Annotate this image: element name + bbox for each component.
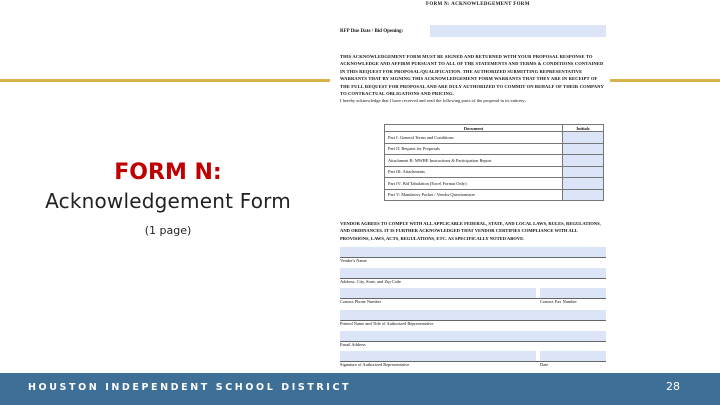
slide-number: 28 (666, 380, 680, 393)
printed-name-label: Printed Name and Title of Authorized Representative (340, 321, 434, 326)
document-name: Attachment B: MWBE Instructions & Participation Report (385, 155, 563, 167)
field-underline (340, 341, 606, 342)
signature-label: Signature of Authorized Representative (340, 362, 410, 367)
table-row (385, 166, 604, 178)
initials-field[interactable] (563, 143, 604, 155)
due-date-label: RFP Due Date / Bid Opening: (340, 29, 404, 34)
slide-title-block (18, 160, 318, 237)
due-date-field[interactable] (430, 25, 606, 37)
vendor-compliance-statement: VENDOR AGREES TO COMPLY WITH ALL APPLICABLE FEDERAL, STATE, AND LOCAL LAWS, RULES, REGULATIONS, AND ORDINANCES. IT IS FURTHER ACKNOWLEDGED THAT VENDOR CERTIFIES COMPLIANCE WITH ALL PROVISIONS, LAWS, ACTS, REGULATIONS, ETC. AS SPECIFICALLY NOTED ABOVE. (340, 221, 601, 241)
contact-fax-field[interactable] (540, 288, 606, 298)
initials-field[interactable] (563, 155, 604, 167)
document-name: Part III: Attachments (385, 166, 563, 178)
document-name: Part IV: Bid Tabulation (Excel Format Only) (385, 178, 563, 190)
contact-phone-label: Contact Phone Number (340, 299, 382, 304)
table-row (385, 178, 604, 190)
table-row (385, 155, 604, 167)
slide-subtitle: Acknowledgement Form (45, 189, 291, 213)
form-preview (330, 0, 610, 375)
printed-name-field[interactable] (340, 310, 606, 320)
signature-field[interactable] (340, 351, 536, 361)
table-header-row (385, 125, 604, 132)
email-field[interactable] (340, 331, 606, 341)
contact-fax-label: Contact Fax Number (540, 299, 577, 304)
documents-table (384, 124, 604, 201)
email-label: Email Address (340, 342, 366, 347)
footer-bar (0, 373, 720, 405)
form-title: FORM N: ACKNOWLEDGEMENT FORM (426, 2, 530, 7)
contact-phone-field[interactable] (340, 288, 536, 298)
date-field[interactable] (540, 351, 606, 361)
table-row (385, 189, 604, 201)
initials-field[interactable] (563, 189, 604, 201)
document-column-header: Document (385, 125, 563, 132)
initials-field[interactable] (563, 132, 604, 144)
initials-field[interactable] (563, 178, 604, 190)
acknowledgement-statement: THIS ACKNOWLEDGEMENT FORM MUST BE SIGNED AND RETURNED WITH YOUR PROPOSAL RESPONSE TO ACKNOWLEDGE AND AFFIRM PURSUANT TO ALL OF THE STATEMENTS AND TERMS & CONDITIONS CONTAINED IN THIS REQUEST FOR PROPOSAL/QUALIFICATION. THE AUTHORIZED SUBMITTING REPRESENTATIVE WARRANTS THAT BY SIGNING THIS ACKNOWLEDGEMENT FORM WARRANTS THAT THEY ARE IN RECEIPT OF THE FULL REQUEST FOR PROPOSAL AND ARE DULY AUTHORIZED TO COMMIT ON BEHALF OF THEIR COMPANY TO CONTRACTUAL OBLIGATIONS AND PRICING. (340, 54, 604, 97)
district-name: HOUSTON INDEPENDENT SCHOOL DISTRICT (28, 382, 352, 393)
field-underline (340, 257, 606, 258)
document-name: Part I: General Terms and Conditions (385, 132, 563, 144)
initials-column-header: Initials (563, 125, 604, 132)
page-count-note: (1 page) (144, 224, 192, 237)
address-field[interactable] (340, 268, 606, 278)
vendor-name-label: Vendor's Name (340, 258, 367, 263)
acknowledgement-line: I hereby acknowledge that I have received and read the following parts of the proposal in its entirety: (340, 98, 526, 103)
table-row (385, 132, 604, 144)
date-label: Date (540, 362, 549, 367)
table-row (385, 143, 604, 155)
initials-field[interactable] (563, 166, 604, 178)
document-name: Part II: Request for Proposals (385, 143, 563, 155)
slide-title: FORM N: (114, 160, 222, 185)
document-name: Part V: Mandatory Packet / Vendor Questionnaire (385, 189, 563, 201)
address-label: Address, City, State, and Zip Code (340, 279, 401, 284)
vendor-name-field[interactable] (340, 247, 606, 257)
